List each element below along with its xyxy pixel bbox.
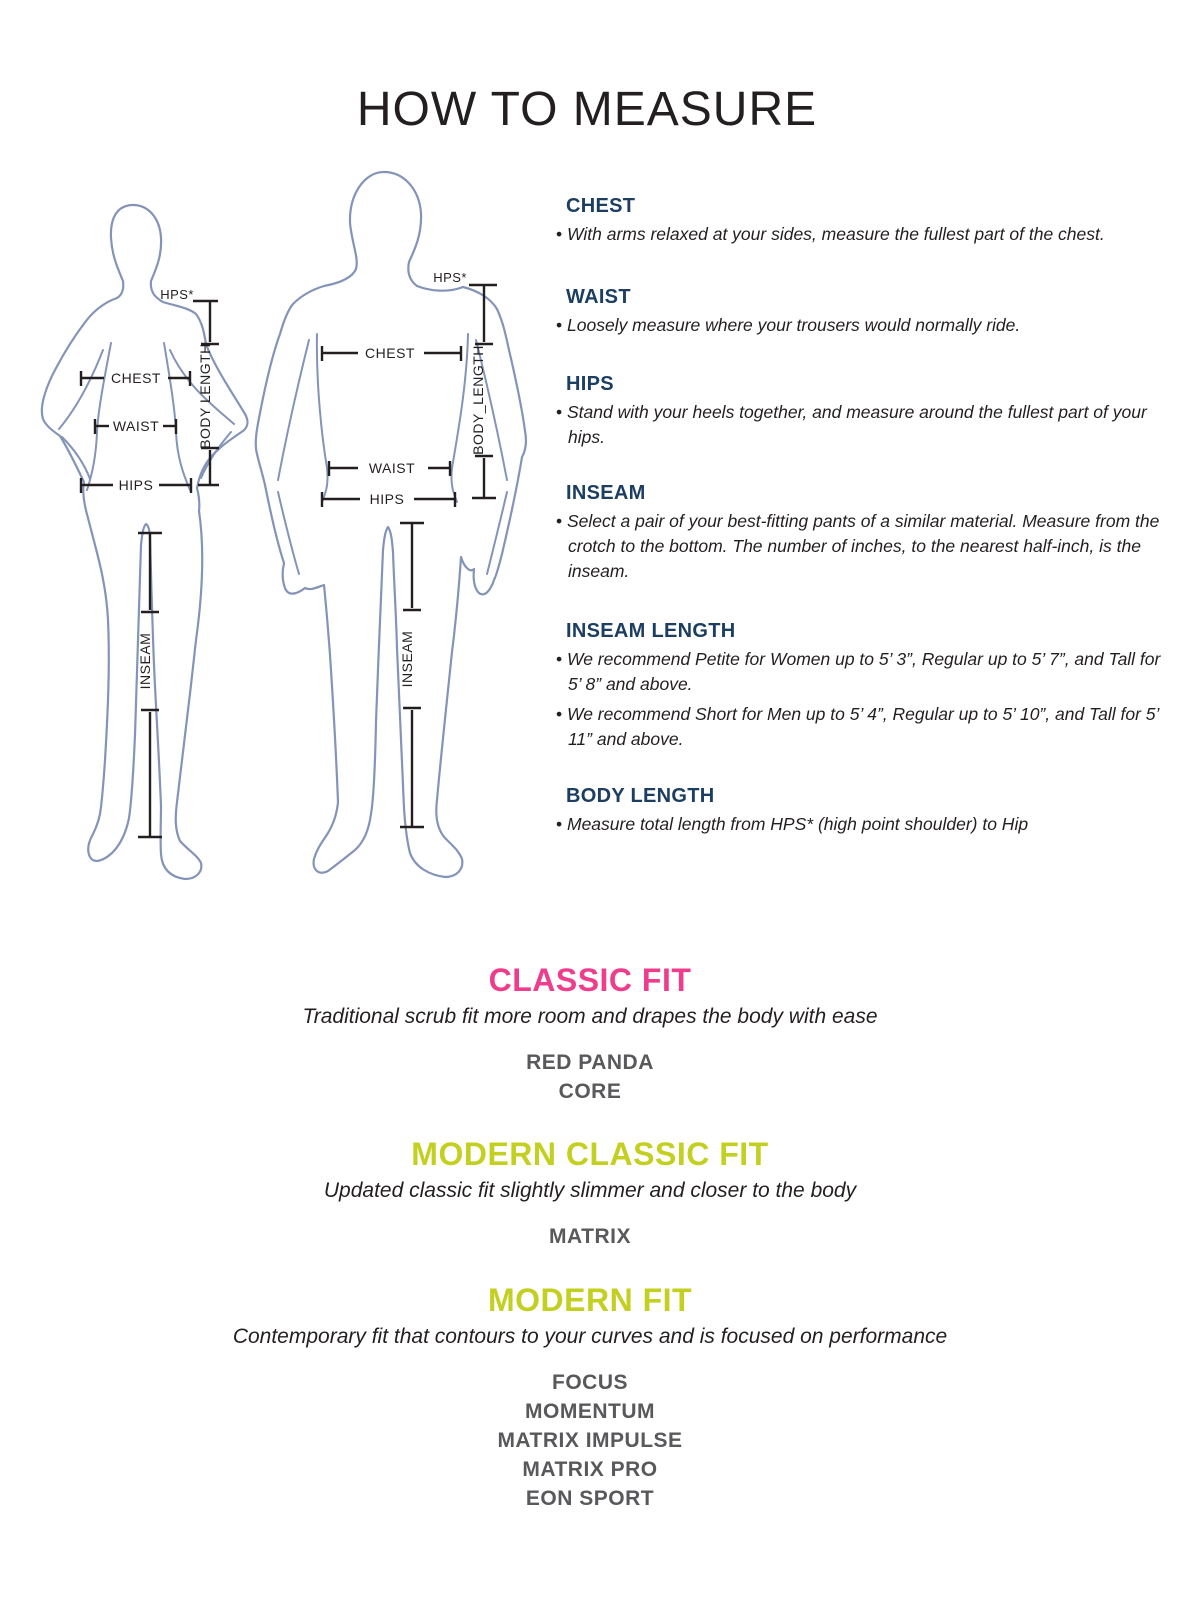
- female-chest-line: [81, 370, 190, 386]
- instruction-heading: CHEST: [566, 195, 636, 217]
- fit-name: MODERN FIT: [487, 1282, 693, 1318]
- female-body-outline: [42, 205, 248, 879]
- fit-products: [0, 1048, 1180, 1106]
- instruction-section-chest: [556, 195, 1162, 247]
- instruction-section-hips: [556, 373, 1162, 450]
- male-hps-label: HPS*: [433, 270, 467, 285]
- fit-name: MODERN CLASSIC FIT: [411, 1136, 769, 1172]
- product-name: EON SPORT: [525, 1487, 655, 1510]
- male-body-length-line: [469, 285, 497, 498]
- instruction-section-inseam-length: [556, 620, 1162, 752]
- female-waist-line: [95, 418, 176, 434]
- male-hips-line: [322, 491, 455, 507]
- product-name: MATRIX IMPULSE: [497, 1429, 683, 1452]
- male-hips-label: HIPS: [369, 491, 405, 507]
- instruction-bullet: • We recommend Short for Men up to 5’ 4”, Regular up to 5’ 10”, and Tall for 5’ 11” and above.: [556, 702, 1162, 752]
- product-name: MATRIX PRO: [522, 1458, 658, 1481]
- female-hps-label: HPS*: [160, 287, 194, 302]
- page-title: HOW TO MEASURE: [356, 83, 818, 137]
- female-torso-left-line: [87, 343, 111, 490]
- fit-description: Traditional scrub fit more room and drapes the body with ease: [302, 1005, 878, 1028]
- product-name: CORE: [558, 1080, 622, 1103]
- instruction-bullet: • Select a pair of your best-fitting pants of a similar material. Measure from the crotch to the bottom. The number of inches, to the nearest half-inch, is the inseam.: [556, 509, 1162, 584]
- product-name: MATRIX: [549, 1225, 631, 1248]
- instruction-bullet: • Measure total length from HPS* (high point shoulder) to Hip: [556, 812, 1162, 837]
- male-inseam-label: INSEAM: [399, 630, 415, 688]
- female-body-length-line: [193, 301, 219, 485]
- product-name: MOMENTUM: [525, 1400, 655, 1423]
- instruction-section-waist: [556, 286, 1162, 338]
- instruction-bullet: • Stand with your heels together, and measure around the fullest part of your hips.: [556, 400, 1162, 450]
- female-inseam-label: INSEAM: [137, 632, 153, 690]
- fit-name: CLASSIC FIT: [488, 962, 692, 998]
- male-left-arm-inner-line: [278, 340, 309, 574]
- product-name: FOCUS: [552, 1371, 628, 1394]
- male-waist-label: WAIST: [368, 460, 416, 476]
- fit-section-classic: [0, 962, 1200, 1106]
- fit-section-modern-classic: [0, 1136, 1200, 1251]
- fit-products: [0, 1222, 1180, 1251]
- male-figure: [256, 172, 526, 877]
- female-hips-label: HIPS: [118, 477, 154, 493]
- male-torso-right-line: [451, 334, 468, 502]
- male-chest-line: [322, 345, 461, 361]
- fit-products: [0, 1368, 1180, 1513]
- instruction-heading: WAIST: [566, 286, 631, 308]
- male-body-outline: [256, 172, 526, 877]
- male-body-length-label: BODY_LENGTH: [470, 345, 486, 455]
- fit-section-modern: [0, 1282, 1200, 1513]
- male-chest-label: CHEST: [365, 345, 415, 361]
- male-waist-line: [329, 460, 450, 476]
- instruction-section-body-length: [556, 785, 1162, 837]
- female-waist-label: WAIST: [112, 418, 160, 434]
- fit-description: Contemporary fit that contours to your curves and is focused on performance: [232, 1325, 948, 1348]
- instruction-heading: BODY LENGTH: [566, 785, 715, 807]
- measurement-diagram: [0, 150, 560, 890]
- instruction-bullet: • Loosely measure where your trousers would normally ride.: [556, 313, 1162, 338]
- instruction-heading: INSEAM: [566, 482, 646, 504]
- instruction-bullet: • We recommend Petite for Women up to 5’ 3”, Regular up to 5’ 7”, and Tall for 5’ 8” and above.: [556, 647, 1162, 697]
- fit-description: Updated classic fit slightly slimmer and closer to the body: [323, 1179, 857, 1202]
- instruction-heading: HIPS: [566, 373, 614, 395]
- instruction-heading: INSEAM LENGTH: [566, 620, 736, 642]
- female-figure: [42, 205, 248, 879]
- female-left-arm-inner-line: [59, 350, 103, 479]
- product-name: RED PANDA: [526, 1051, 654, 1074]
- female-hips-line: [81, 477, 191, 493]
- instruction-section-inseam: [556, 482, 1162, 584]
- female-body-length-label: BODY LENGTH: [197, 343, 213, 449]
- female-chest-label: CHEST: [111, 370, 161, 386]
- instruction-bullet: • With arms relaxed at your sides, measure the fullest part of the chest.: [556, 222, 1162, 247]
